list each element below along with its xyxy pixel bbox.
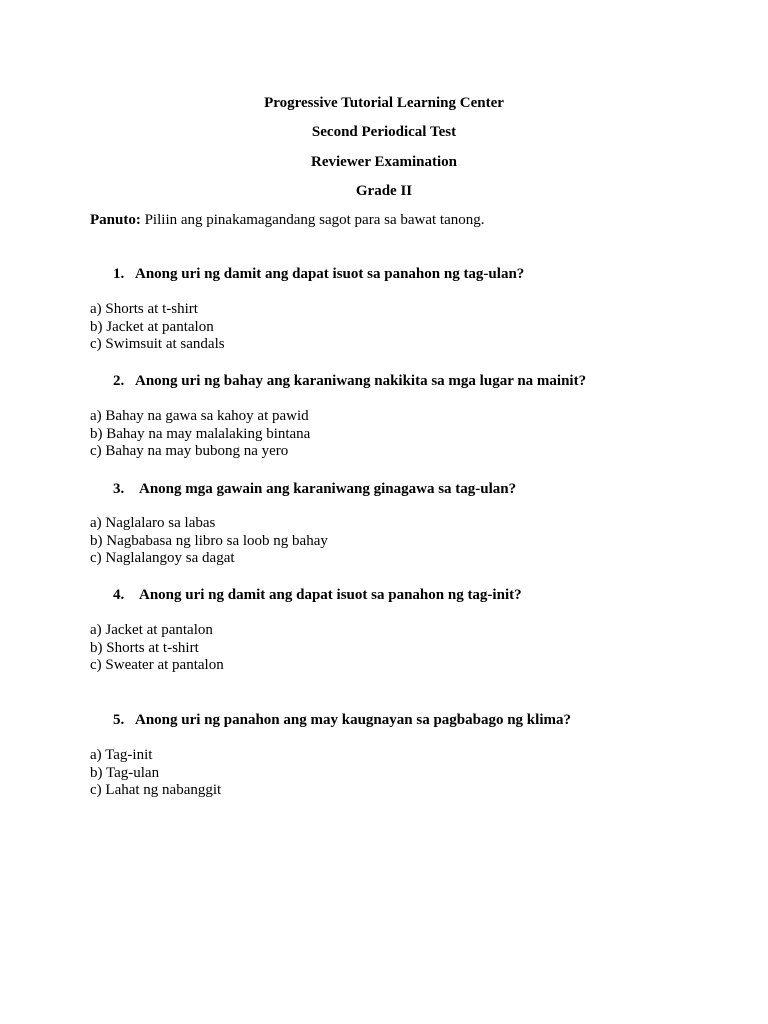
- choices-1: [90, 301, 225, 354]
- choice-item: c) Swimsuit at sandals: [90, 336, 225, 353]
- instructions-label: Panuto:: [90, 212, 141, 228]
- choice-item: b) Tag-ulan: [90, 764, 160, 781]
- question-text: Anong mga gawain ang karaniwang ginagawa sa tag-ulan?: [139, 481, 517, 497]
- choice-item: b) Bahay na may malalaking bintana: [90, 425, 311, 442]
- choice-item: c) Sweater at pantalon: [90, 657, 224, 674]
- choice-item: a) Bahay na gawa sa kahoy at pawid: [90, 408, 309, 424]
- choices-4: [90, 622, 224, 675]
- question-number: 3.: [113, 481, 125, 497]
- center-name: Progressive Tutorial Learning Center: [264, 95, 504, 111]
- choice-item: a) Tag-init: [90, 747, 153, 763]
- choice-item: c) Naglalangoy sa dagat: [90, 550, 235, 567]
- choice-item: a) Naglalaro sa labas: [90, 515, 216, 531]
- choice-item: c) Lahat ng nabanggit: [90, 782, 222, 799]
- question-text: Anong uri ng damit ang dapat isuot sa panahon ng tag-ulan?: [135, 266, 525, 282]
- instructions-text: Piliin ang pinakamagandang sagot para sa bawat tanong.: [140, 212, 485, 228]
- choice-item: a) Shorts at t-shirt: [90, 301, 198, 317]
- choices-3: [90, 515, 328, 568]
- question-2: [113, 372, 586, 390]
- choice-item: c) Bahay na may bubong na yero: [90, 443, 289, 460]
- question-number: 2.: [113, 373, 125, 389]
- choice-item: a) Jacket at pantalon: [90, 622, 213, 638]
- exam-type: Reviewer Examination: [311, 154, 457, 170]
- question-4: [113, 586, 522, 604]
- question-number: 4.: [113, 587, 125, 603]
- choice-item: b) Shorts at t-shirt: [90, 639, 199, 656]
- choice-item: b) Nagbabasa ng libro sa loob ng bahay: [90, 532, 328, 549]
- question-3: [113, 480, 516, 498]
- question-text: Anong uri ng bahay ang karaniwang nakikita sa mga lugar na mainit?: [135, 373, 587, 389]
- question-1: [113, 265, 524, 283]
- question-number: 1.: [113, 266, 125, 282]
- test-name: Second Periodical Test: [311, 124, 457, 140]
- choices-5: [90, 747, 221, 800]
- grade-level: Grade II: [355, 183, 413, 199]
- choices-2: [90, 408, 310, 461]
- question-text: Anong uri ng damit ang dapat isuot sa panahon ng tag-init?: [139, 587, 522, 603]
- question-text: Anong uri ng panahon ang may kaugnayan sa pagbabago ng klima?: [135, 712, 571, 728]
- question-number: 5.: [113, 712, 125, 728]
- choice-item: b) Jacket at pantalon: [90, 318, 214, 335]
- question-5: [113, 711, 571, 729]
- instructions: [90, 211, 485, 229]
